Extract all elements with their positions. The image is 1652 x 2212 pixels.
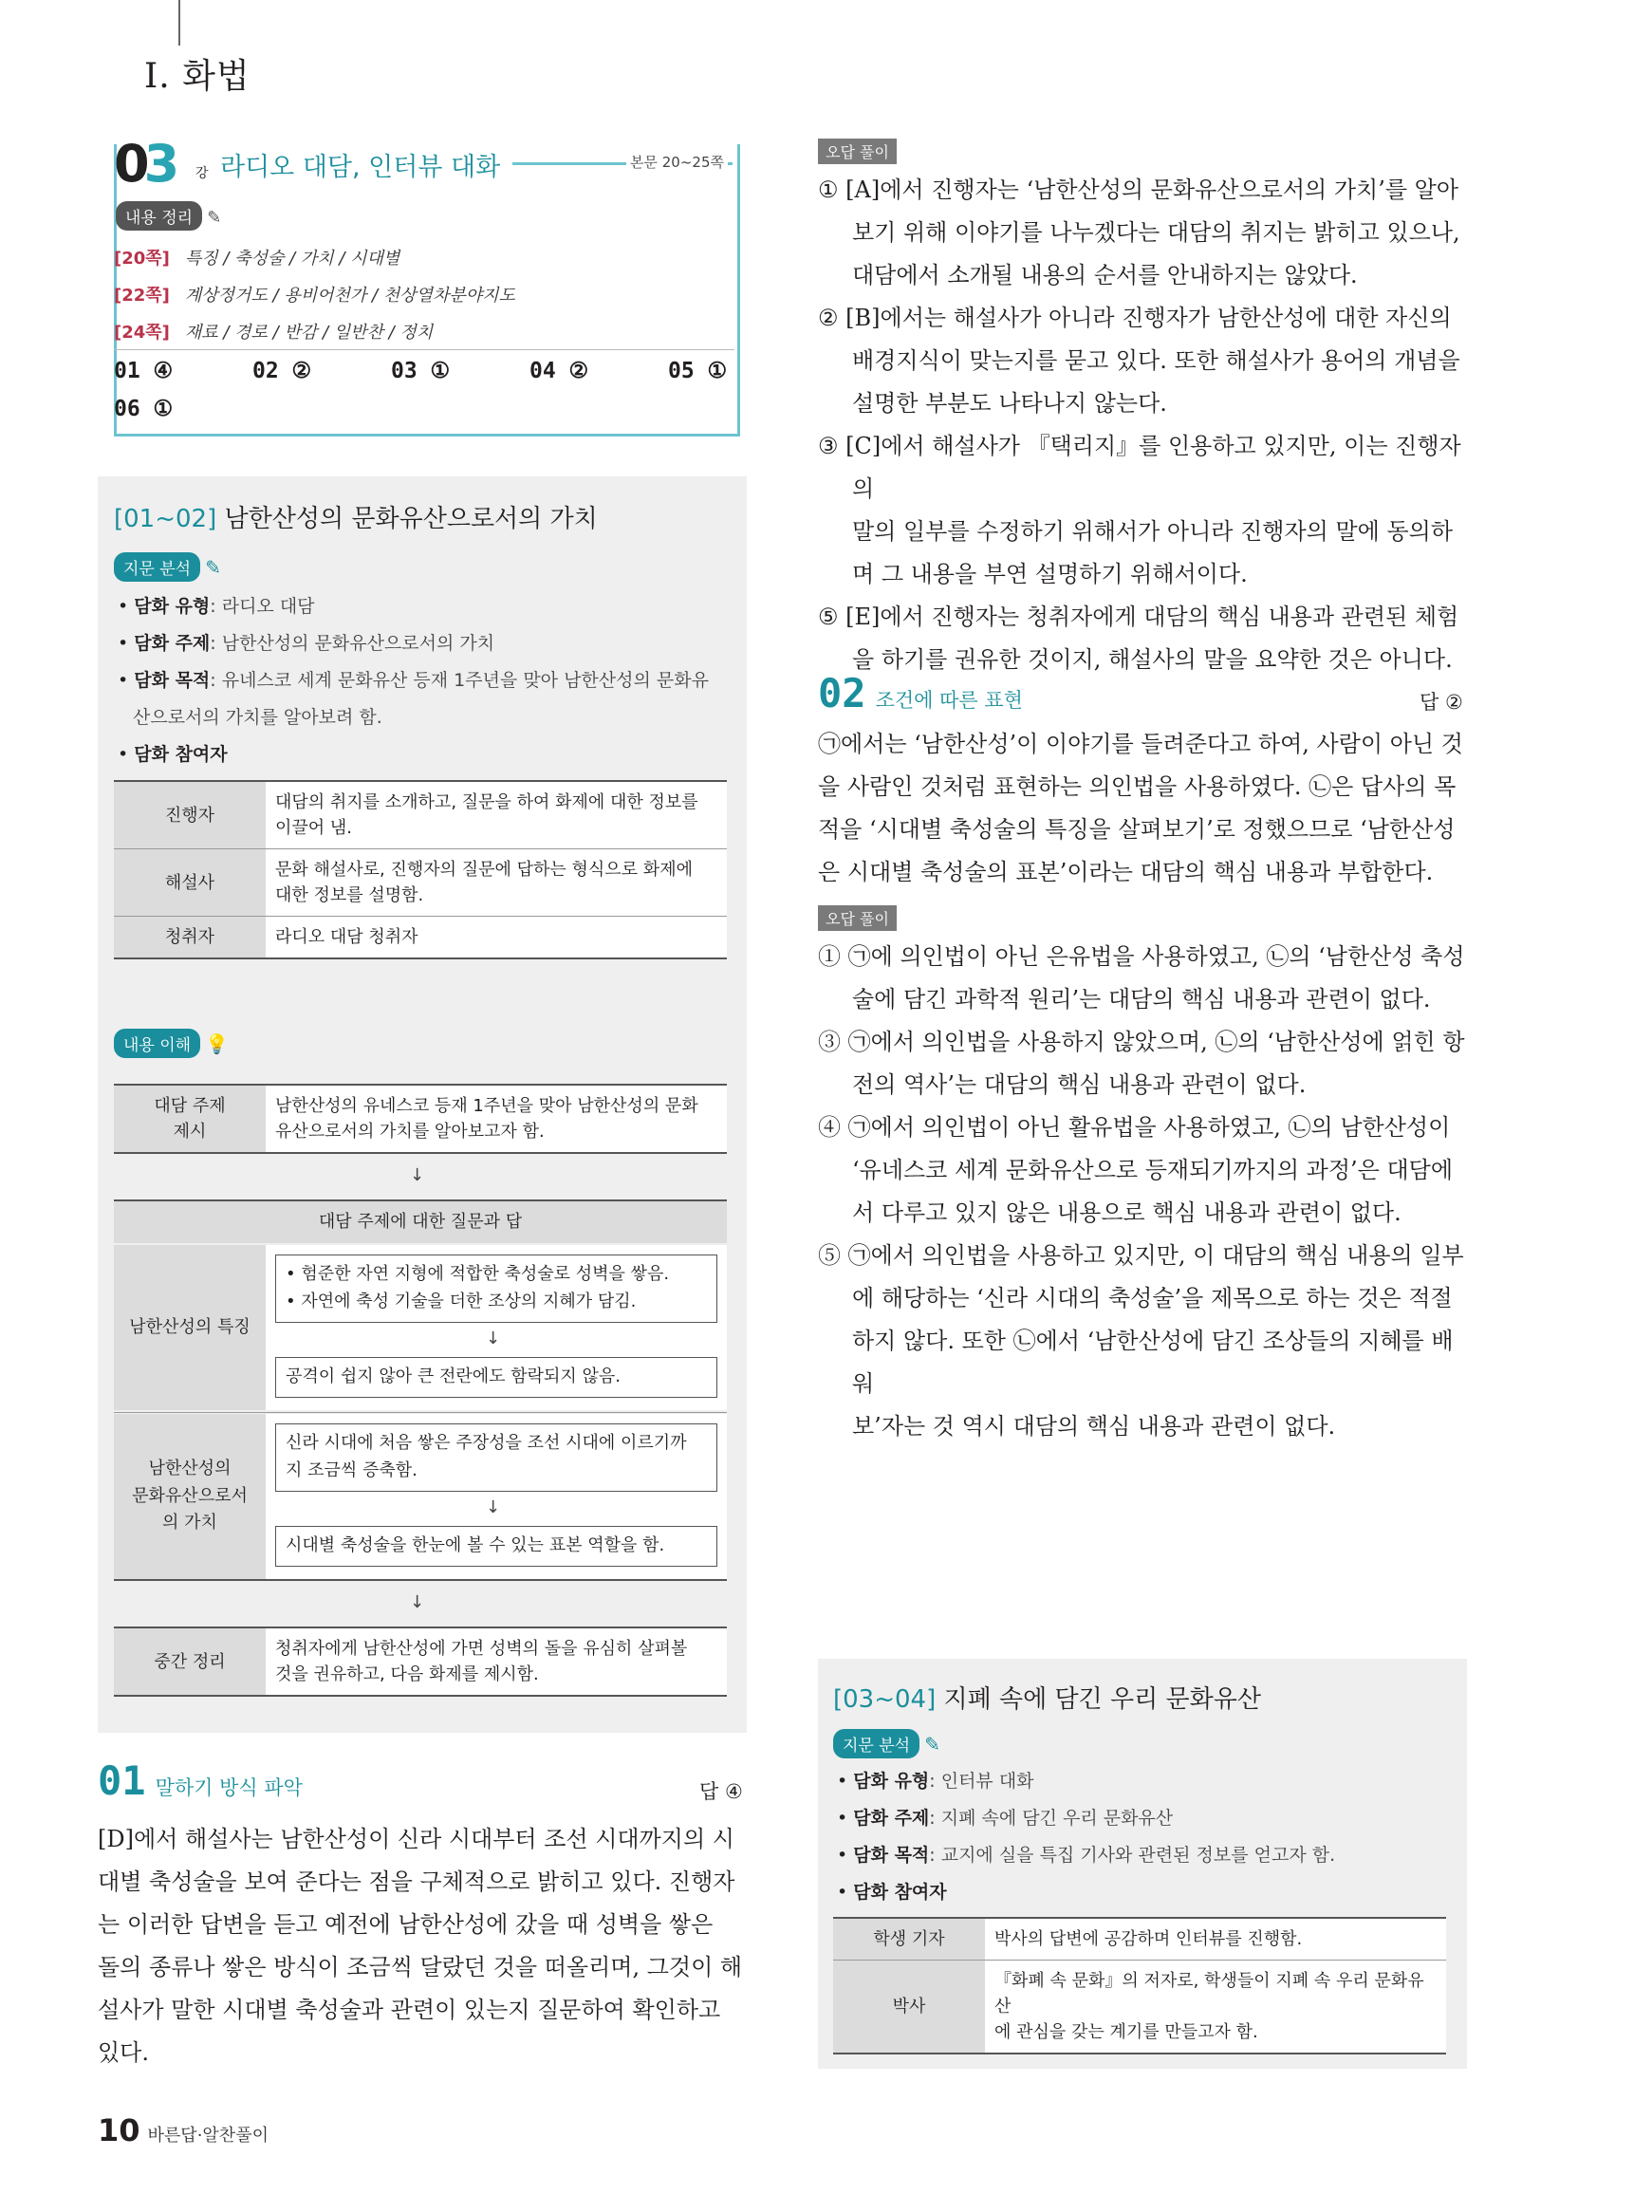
bullet-item: • 담화 참여자 xyxy=(837,1882,947,1903)
down-arrow-icon: ↓ xyxy=(486,1497,501,1517)
pencil-icon: ✎ xyxy=(205,556,221,579)
feature-box: • 험준한 자연 지형에 적합한 축성술로 성벽을 쌓음. • 자연에 축성 기술을 더한 조상의 지혜가 담김. xyxy=(275,1255,717,1323)
keyword-row: [20쪽] 특징 / 축성술 / 가치 / 시대별 xyxy=(114,249,400,269)
text-analysis-tag: 지문 분석 ✎ xyxy=(114,552,221,582)
chapter-number: 03 xyxy=(114,134,175,194)
feature-label: 남한산성의 특징 xyxy=(114,1245,266,1410)
down-arrow-icon: ↓ xyxy=(410,1165,425,1185)
summary-mid-table xyxy=(114,1626,727,1697)
notes-icon: ✎ xyxy=(207,208,222,228)
answer-item: 06 ① xyxy=(114,397,174,421)
topic-table xyxy=(114,1084,727,1154)
table-row: 대담 주제 제시 남한산성의 유네스코 등재 1주년을 맞아 남한산성의 문화 유산으로서의 가치를 알아보고자 함. xyxy=(114,1085,727,1153)
answer-separator xyxy=(114,349,734,350)
bullet-item: • 담화 목적: 유네스코 세계 문화유산 등재 1주년을 맞아 남한산성의 문화유 xyxy=(118,670,709,691)
down-arrow-icon: ↓ xyxy=(410,1592,425,1612)
participants-table xyxy=(114,780,727,959)
summary-header xyxy=(114,134,740,194)
footer: 10 바른답·알찬풀이 xyxy=(98,2112,269,2148)
answer-item: 04 ② xyxy=(529,359,589,383)
question-01-explanation: [D]에서 해설사는 남한산성이 신라 시대부터 조선 시대까지의 시 대별 축성술을 보여 준다는 점을 구체적으로 밝히고 있다. 진행자 는 이러한 답변을 듣고 예전에 남한산성에 갔을 때 성벽을 쌓은 돌의 종류나 쌓은 방식이 조금씩 달랐던 것을 떠올리며, 그것이 해 설사가 말한 시대별 축성술과 관련이 있는지 질문하여 확인하고 있다. xyxy=(98,1826,743,2066)
question-02-answer: 답 ② xyxy=(1420,691,1463,714)
question-01-header: 01 말하기 방식 파악 xyxy=(98,1757,303,1804)
table-row: 청취자 라디오 대담 청취자 xyxy=(114,917,727,959)
question-02-explanation: ㉠에서는 ‘남한산성’이 이야기를 들려준다고 하여, 사람이 아닌 것 을 사람인 것처럼 표현하는 의인법을 사용하였다. ㉡은 답사의 목 적을 ‘시대별 축성술의 특징을 살펴보기’로 정했으므로 ‘남한산성 은 시대별 축성술의 표본’이라는 대담의 핵심 내용과 부합한다. xyxy=(818,731,1463,885)
top-rule xyxy=(178,0,180,46)
answer-item: 05 ① xyxy=(668,359,728,383)
q01-wrong-explanations: ① [A]에서 진행자는 ‘남한산성의 문화유산으로서의 가치’를 알아 보기 위해 이야기를 나누겠다는 대담의 취지는 밝히고 있으나, 대담에서 소개될 내용의 순서를 안내하지는 않았다. ② [B]에서는 해설사가 아니라 진행자가 남한산성에 대한 자신의 배경지식이 맞는지를 묻고 있다. 또한 해설사가 용어의 개념을 설명한 부분도 나타나지 않는다. ③ [C]에서 해설사가 『택리지』를 인용하고 있지만, 이는 진행자의 말의 일부를 수정하기 위해서가 아니라 진행자의 말에 동의하 며 그 내용을 부연 설명하기 위해서이다. ⑤ [E]에서 진행자는 청취자에게 대담의 핵심 내용과 관련된 체험 을 하기를 권유한 것이지, 해설사의 말을 요약한 것은 아니다. xyxy=(818,177,1461,673)
table-row: 학생 기자 박사의 답변에 공감하며 인터뷰를 진행함. xyxy=(833,1918,1446,1961)
value-result-box: 시대별 축성술을 한눈에 볼 수 있는 표본 역할을 함. xyxy=(275,1526,717,1567)
feature-result-box: 공격이 쉽지 않아 큰 전란에도 함락되지 않음. xyxy=(275,1357,717,1398)
table-row: 해설사 문화 해설사로, 진행자의 질문에 답하는 형식으로 화제에 대한 정보를 설명함. xyxy=(114,849,727,917)
value-label: 남한산성의 문화유산으로서 의 가치 xyxy=(114,1414,266,1579)
answer-item: 03 ① xyxy=(391,359,451,383)
chapter-suffix: 강 xyxy=(195,166,209,181)
analysis-title: [01~02] 남한산성의 문화유산으로서의 가치 xyxy=(114,505,598,533)
chapter-header: Ⅰ. 화법 xyxy=(144,57,251,96)
bullet-item: • 담화 유형: 라디오 대담 xyxy=(118,596,315,617)
q02-wrong-explanations: ① ㉠에 의인법이 아닌 은유법을 사용하였고, ㉡의 ‘남한산성 축성 술에 담긴 과학적 원리’는 대담의 핵심 내용과 관련이 없다. ③ ㉠에서 의인법을 사용하지 않았으며, ㉡의 ‘남한산성에 얽힌 항 전의 역사’는 대담의 핵심 내용과 관련이 없다. ④ ㉠에서 의인법이 아닌 활유법을 사용하였고, ㉡의 남한산성이 ‘유네스코 세계 문화유산으로 등재되기까지의 과정’은 대담에 서 다루고 있지 않은 내용으로 핵심 내용과 관련이 없다. ⑤ ㉠에서 의인법을 사용하고 있지만, 이 대담의 핵심 내용의 일부 에 해당하는 ‘신라 시대의 축성술’을 제목으로 하는 것은 적절 하지 않다. 또한 ㉡에서 ‘남한산성에 담긴 조상들의 지혜를 배워 보’자는 것 역시 대담의 핵심 내용과 관련이 없다. xyxy=(818,943,1465,1440)
bullet-item: • 담화 참여자 xyxy=(118,744,228,765)
answer-item: 01 ④ xyxy=(114,359,174,383)
qa-header: 대담 주제에 대한 질문과 답 xyxy=(114,1201,727,1243)
analysis-title-2: [03~04] 지폐 속에 담긴 우리 문화유산 xyxy=(833,1685,1261,1714)
text-analysis-tag-2: 지문 분석 ✎ xyxy=(833,1729,940,1758)
table-row: 진행자 대담의 취지를 소개하고, 질문을 하여 화제에 대한 정보를 이끌어 냄. xyxy=(114,781,727,849)
table-row: 중간 정리 청취자에게 남한산성에 가면 성벽의 돌을 유심히 살펴볼 것을 권유하고, 다음 화제를 제시함. xyxy=(114,1627,727,1696)
bullet-item: • 담화 목적: 교지에 실을 특집 기사와 관련된 정보를 얻고자 함. xyxy=(837,1845,1336,1866)
question-02-header: 02 조건에 따른 표현 xyxy=(818,670,1023,716)
pages-ref: 본문 20~25쪽 xyxy=(626,152,728,172)
participants-table-2 xyxy=(833,1917,1446,2054)
pencil-icon: ✎ xyxy=(924,1733,940,1756)
wrong-answer-tag: 오답 풀이 xyxy=(818,905,897,931)
down-arrow-icon: ↓ xyxy=(486,1329,501,1348)
bullet-item: • 담화 주제: 지폐 속에 담긴 우리 문화유산 xyxy=(837,1808,1174,1829)
answer-item: 02 ② xyxy=(252,359,312,383)
table-row: 박사 『화폐 속 문화』의 저자로, 학생들이 지폐 속 우리 문화유산 에 관심을 갖는 계기를 만들고자 함. xyxy=(833,1961,1446,2054)
summary-tag: 내용 정리 ✎ xyxy=(116,201,221,231)
chapter-title: 라디오 대담, 인터뷰 대화 xyxy=(220,153,501,182)
question-01-answer: 답 ④ xyxy=(699,1780,743,1803)
bullet-item: • 담화 유형: 인터뷰 대화 xyxy=(837,1771,1034,1792)
content-understanding-tag: 내용 이해 💡 xyxy=(114,1029,229,1058)
value-box: 신라 시대에 처음 쌓은 주장성을 조선 시대에 이르기까 지 조금씩 증축함. xyxy=(275,1423,717,1492)
keyword-row: [24쪽] 재료 / 경로 / 반감 / 일반찬 / 정치 xyxy=(114,323,434,343)
keyword-row: [22쪽] 계상정거도 / 용비어천가 / 천상열차분야지도 xyxy=(114,286,515,306)
lightbulb-icon: 💡 xyxy=(205,1032,230,1055)
bullet-item-cont: 산으로서의 가치를 알아보려 함. xyxy=(133,707,382,728)
wrong-answer-tag: 오답 풀이 xyxy=(818,139,897,164)
bullet-item: • 담화 주제: 남한산성의 문화유산으로서의 가치 xyxy=(118,633,495,654)
